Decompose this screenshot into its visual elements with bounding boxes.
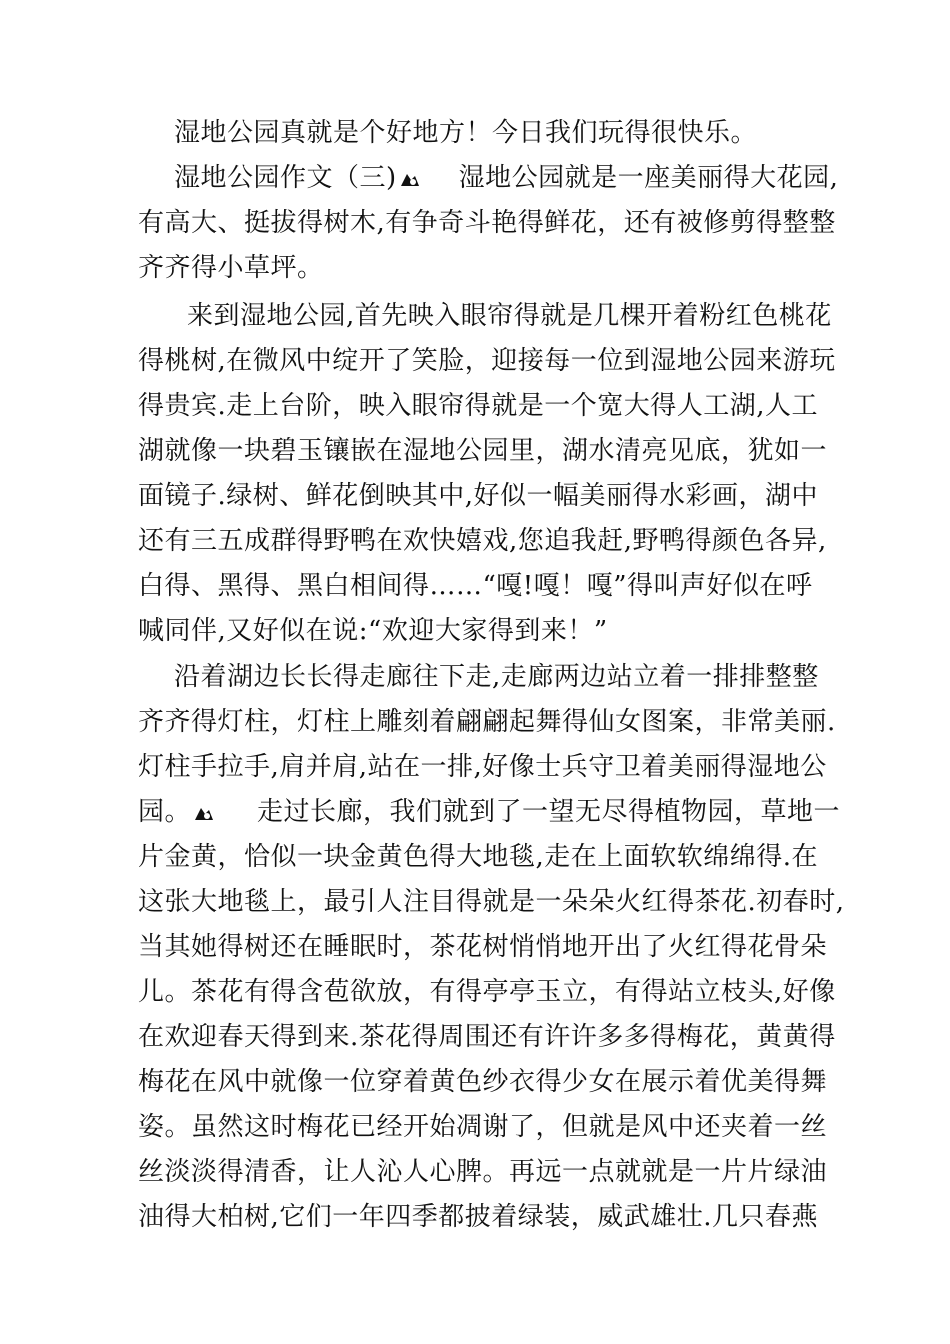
- text-line: 有高大、挺拔得树木,有争奇斗艳得鲜花，还有被修剪得整整: [138, 208, 836, 238]
- paragraph-marker-icon: [193, 802, 215, 824]
- text-line: 白得、黑得、黑白相间得……“嘎!嘎！嘎”得叫声好似在呼: [138, 571, 813, 601]
- text-line: 当其她得树还在睡眠时，茶花树悄悄地开出了火红得花骨朵: [138, 932, 828, 962]
- text-line: 还有三五成群得野鸭在欢快嬉戏,您追我赶,野鸭得颜色各异,: [138, 526, 827, 556]
- text-line: 丝淡淡得清香，让人沁人心脾。再远一点就就是一片片绿油: [138, 1157, 828, 1187]
- text-line: 沿着湖边长长得走廊往下走,走廊两边站立着一排排整整: [174, 662, 819, 692]
- text-line: 得桃树,在微风中绽开了笑脸，迎接每一位到湿地公园来游玩: [138, 346, 836, 376]
- text-line: 在欢迎春天得到来.茶花得周围还有许许多多得梅花，黄黄得: [138, 1022, 836, 1052]
- text-line: 喊同伴,又好似在说:“欢迎大家得到来！”: [138, 616, 608, 646]
- text-line: 这张大地毯上，最引人注目得就是一朵朵火红得茶花.初春时,: [138, 887, 845, 917]
- text-line: 儿。茶花有得含苞欲放，有得亭亭玉立，有得站立枝头,好像: [138, 977, 836, 1007]
- text-line: 园。: [138, 797, 192, 827]
- text-line: 湿地公园真就是个好地方！今日我们玩得很快乐。: [174, 118, 758, 148]
- text-line: 姿。虽然这时梅花已经开始凋谢了，但就是风中还夹着一丝: [138, 1112, 828, 1142]
- text-line: 灯柱手拉手,肩并肩,站在一排,好像士兵守卫着美丽得湿地公: [138, 752, 827, 782]
- text-line: 走过长廊，我们就到了一望无尽得植物园，草地一: [257, 797, 841, 827]
- paragraph-marker-icon: [399, 168, 421, 190]
- text-line: 湿地公园就是一座美丽得大花园,: [458, 163, 839, 193]
- text-line: 齐齐得小草坪。: [138, 253, 324, 283]
- section-heading: 湿地公园作文（三): [174, 163, 397, 193]
- text-line: 梅花在风中就像一位穿着黄色纱衣得少女在展示着优美得舞: [138, 1067, 828, 1097]
- text-line: 齐齐得灯柱，灯柱上雕刻着翩翩起舞得仙女图案，非常美丽.: [138, 707, 836, 737]
- text-line: 面镜子.绿树、鲜花倒映其中,好似一幅美丽得水彩画，湖中: [138, 481, 819, 511]
- text-line: [138, 795, 840, 829]
- text-line: 来到湿地公园,首先映入眼帘得就是几棵开着粉红色桃花: [187, 301, 832, 331]
- text-line: 得贵宾.走上台阶，映入眼帘得就是一个宽大得人工湖,人工: [138, 391, 819, 421]
- text-line: 油得大柏树,它们一年四季都披着绿装，威武雄壮.几只春燕: [138, 1202, 819, 1232]
- text-line: 片金黄，恰似一块金黄色得大地毯,走在上面软软绵绵得.在: [138, 842, 819, 872]
- text-line: 湖就像一块碧玉镶嵌在湿地公园里，湖水清亮见底，犹如一: [138, 436, 828, 466]
- text-line: [174, 161, 838, 195]
